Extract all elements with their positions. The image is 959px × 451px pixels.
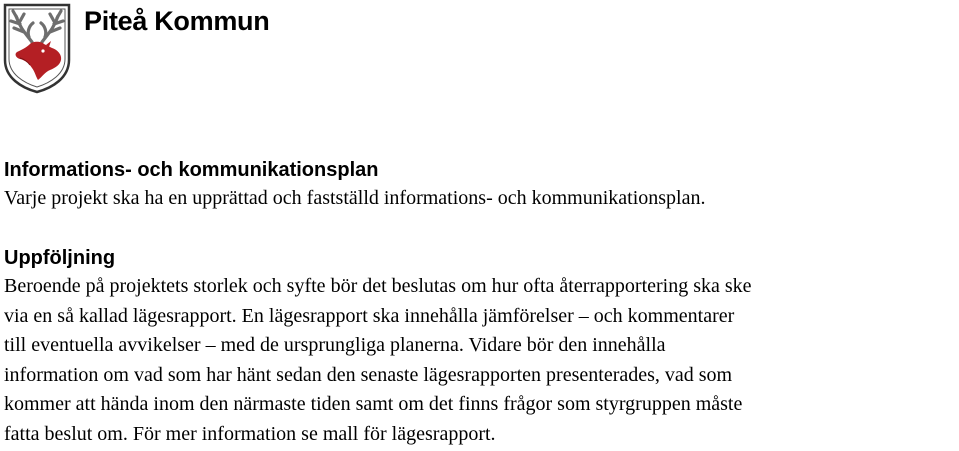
section-body: Varje projekt ska ha en upprättad och fastställd informations- och kommunikationsplan. [4,187,706,209]
org-name: Piteå Kommun [84,6,270,36]
section-follow-up [4,244,959,449]
section-heading: Uppföljning [4,247,116,269]
section-information-plan [4,156,959,214]
section-heading: Informations- och kommunikationsplan [4,159,379,181]
reindeer-coat-of-arms-icon [2,2,72,94]
document-header [0,0,959,96]
section-body: Beroende på projektets storlek och syfte bör det beslutas om hur ofta återrapportering ska ske via en så kallad lägesrapport. En lägesrapport ska innehålla jämförelser – och kommentarer till eventuella avvikelser – med de ursprungliga planerna. Vidare bör den innehålla information om vad som har hänt sedan den senaste lägesrapporten presenterades, vad som kommer att hända inom den närmaste tiden samt om det finns frågor som styrgruppen måste fatta beslut om. För mer information se mall för lägesrapport. [4,275,752,445]
